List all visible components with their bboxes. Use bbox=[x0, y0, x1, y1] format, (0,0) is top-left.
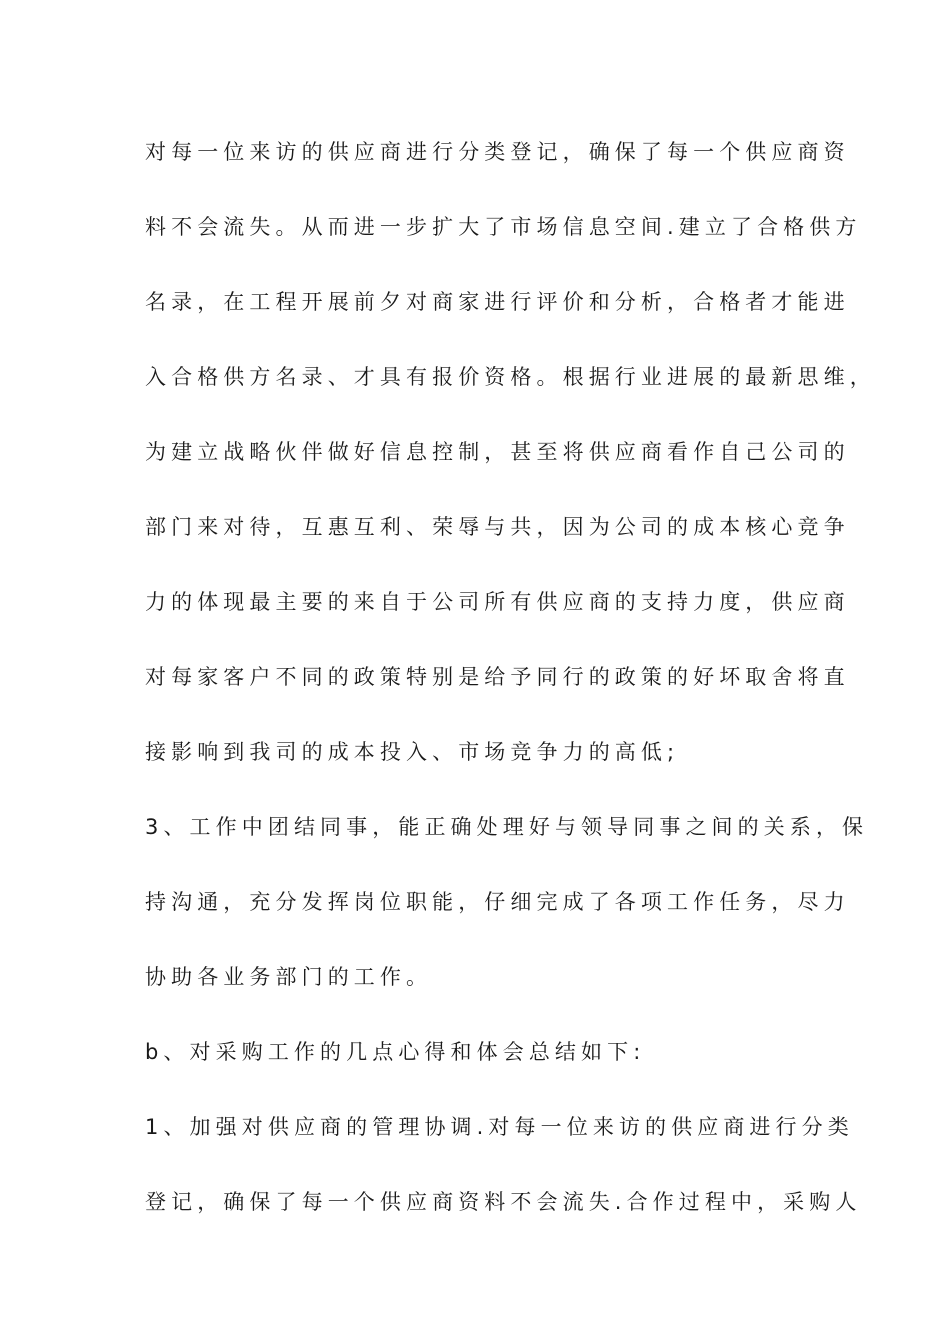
text-line: 协助各业务部门的工作。 bbox=[145, 965, 433, 989]
text-line: b、对采购工作的几点心得和体会总结如下: bbox=[145, 1040, 646, 1064]
text-line: 为建立战略伙伴做好信息控制，甚至将供应商看作自己公司的 bbox=[145, 440, 850, 464]
text-line: 部门来对待，互惠互利、荣辱与共，因为公司的成本核心竞争 bbox=[145, 515, 850, 539]
text-line: 持沟通，充分发挥岗位职能，仔细完成了各项工作任务，尽力 bbox=[145, 890, 850, 914]
text-line: 力的体现最主要的来自于公司所有供应商的支持力度，供应商 bbox=[145, 590, 850, 614]
text-line: 1、加强对供应商的管理协调.对每一位来访的供应商进行分类 bbox=[145, 1115, 854, 1139]
text-line: 接影响到我司的成本投入、市场竞争力的高低; bbox=[145, 740, 680, 764]
text-line: 对每家客户不同的政策特别是给予同行的政策的好坏取舍将直 bbox=[145, 665, 850, 689]
text-line: 料不会流失。从而进一步扩大了市场信息空间.建立了合格供方 bbox=[145, 215, 862, 239]
text-line: 入合格供方名录、才具有报价资格。根据行业进展的最新思维， bbox=[145, 365, 876, 389]
text-line: 名录，在工程开展前夕对商家进行评价和分析，合格者才能进 bbox=[145, 290, 850, 314]
text-line: 对每一位来访的供应商进行分类登记，确保了每一个供应商资 bbox=[145, 140, 850, 164]
text-line: 登记，确保了每一个供应商资料不会流失.合作过程中，采购人 bbox=[145, 1190, 862, 1214]
text-line: 3、工作中团结同事，能正确处理好与领导同事之间的关系，保 bbox=[145, 815, 869, 839]
body-text bbox=[145, 128, 876, 1253]
